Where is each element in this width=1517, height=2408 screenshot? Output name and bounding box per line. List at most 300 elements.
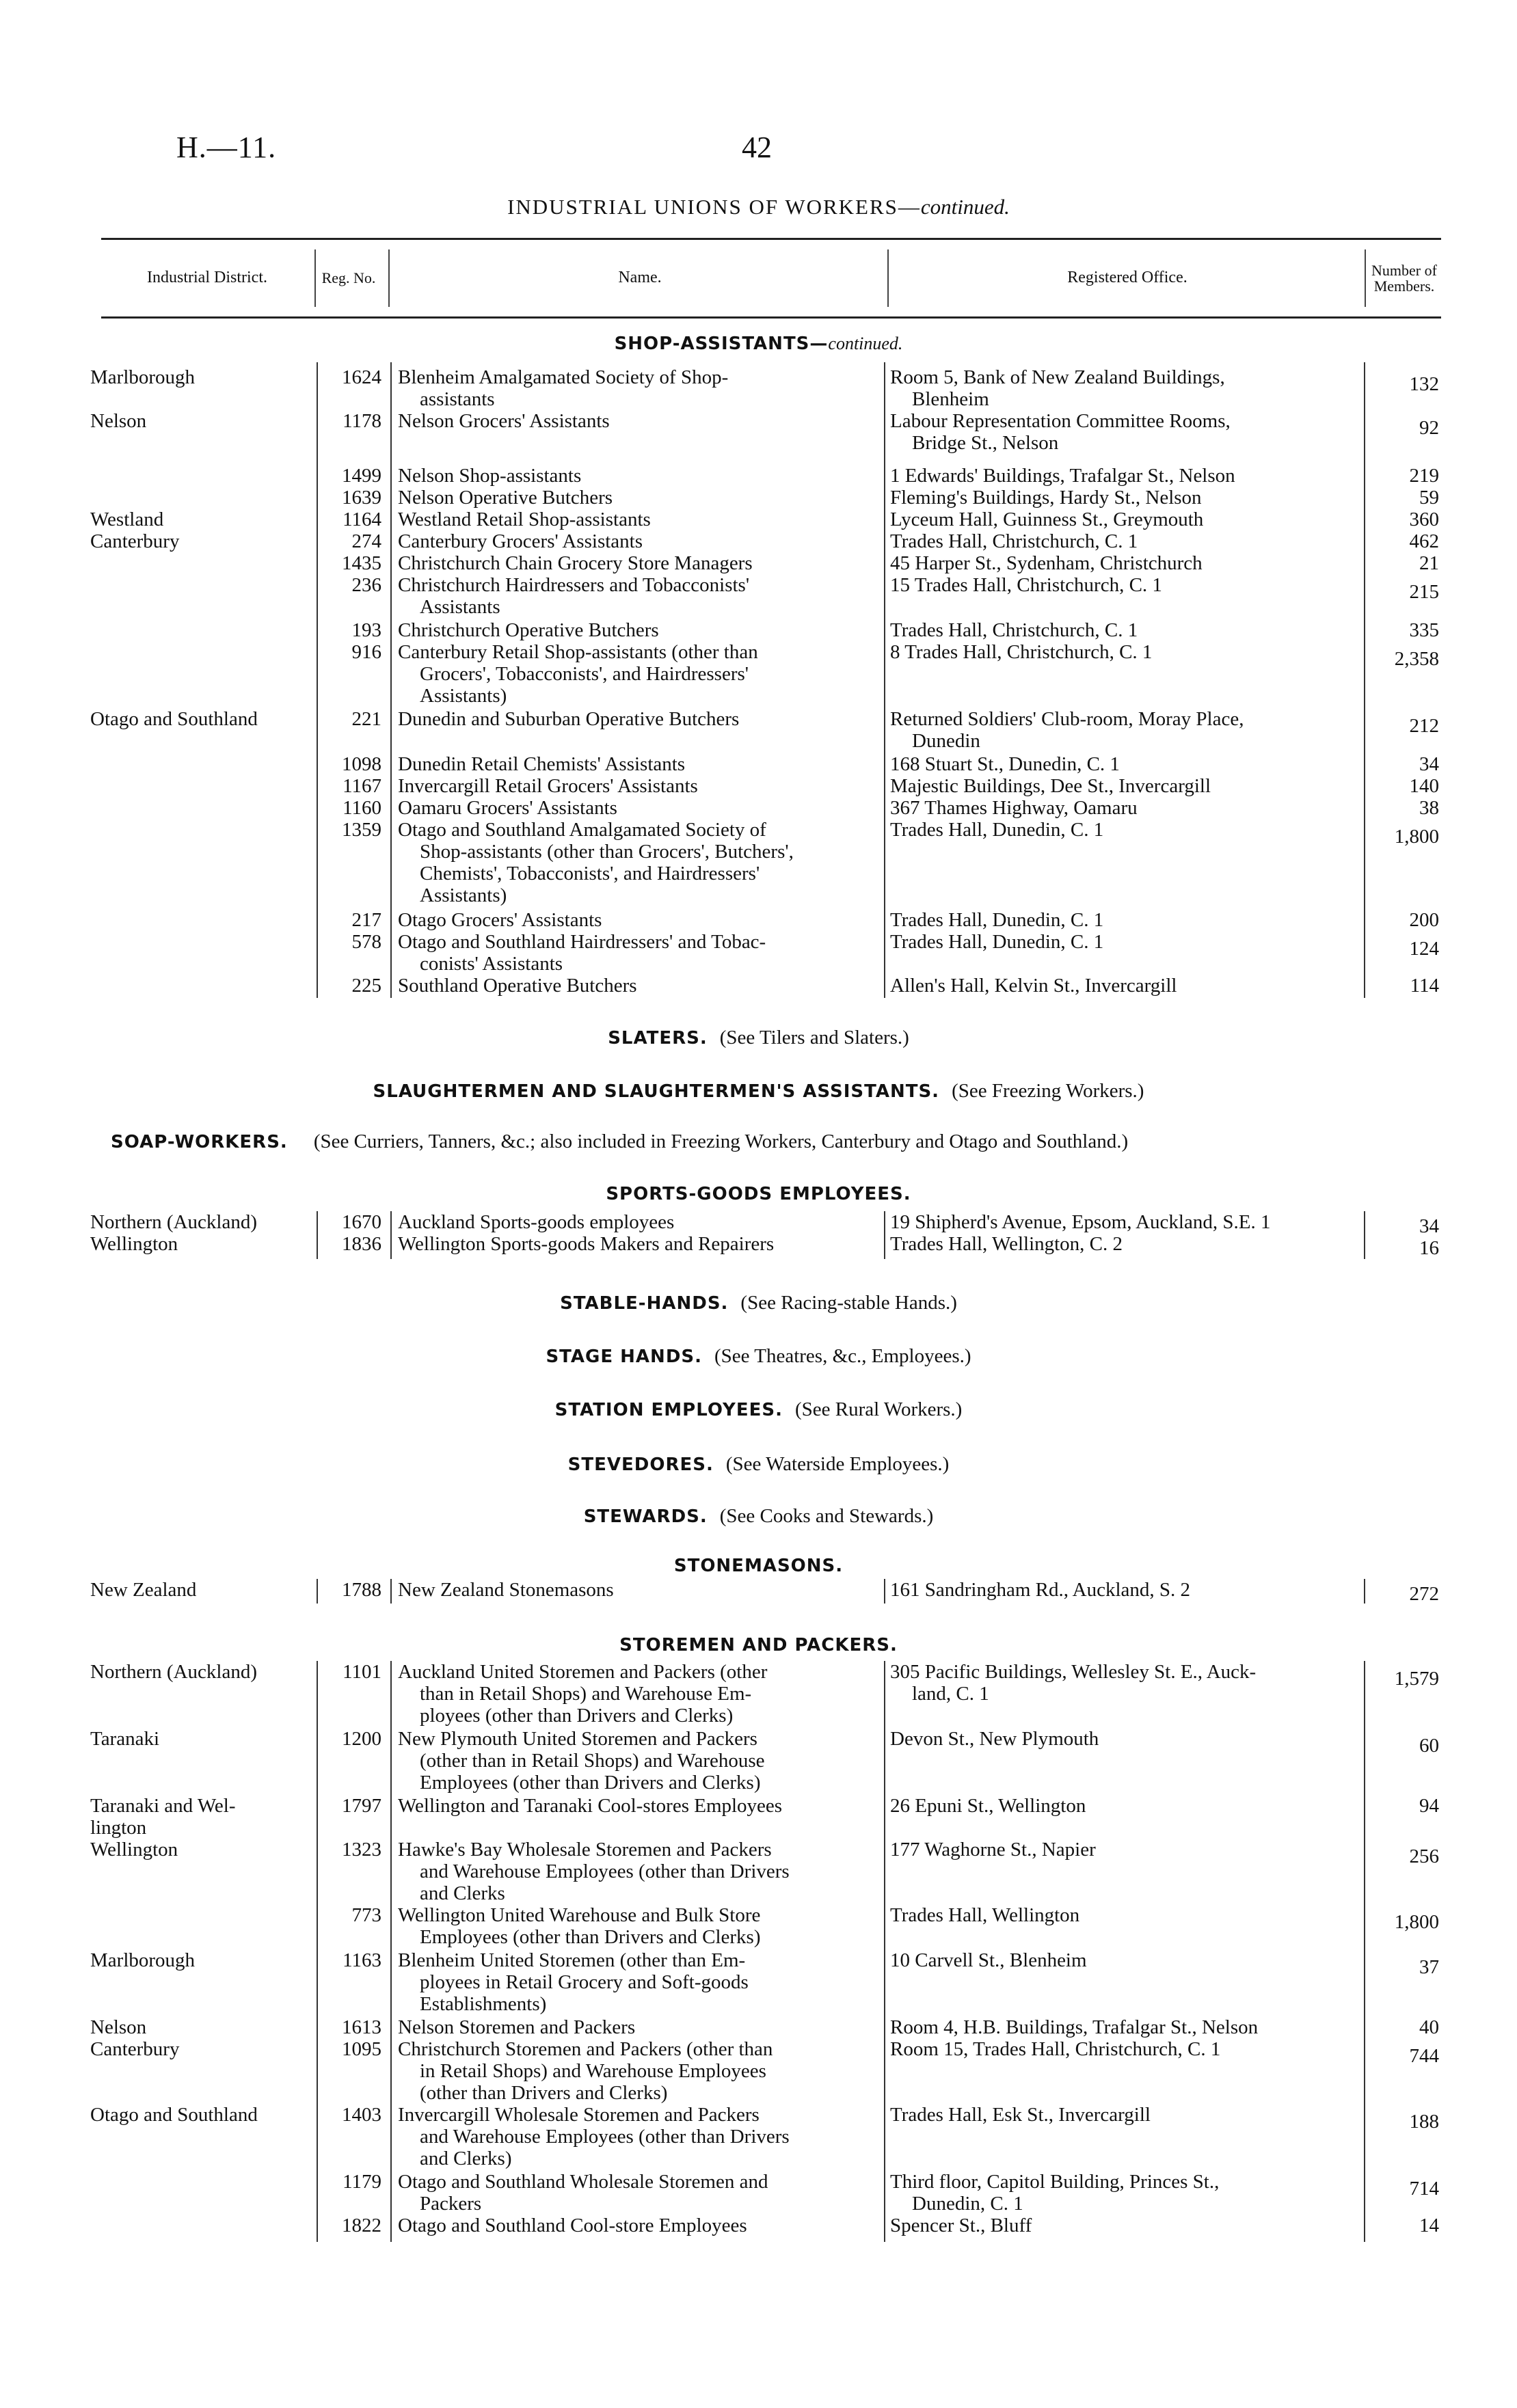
- member-count: 59: [1419, 487, 1439, 509]
- union-name: [398, 2215, 870, 2236]
- union-name-line: Auckland Sports-goods employees: [398, 1211, 675, 1233]
- column-rule: [884, 1579, 885, 1604]
- section-title: SLATERS.: [608, 1028, 708, 1049]
- union-name: [398, 2016, 870, 2038]
- union-name: [398, 641, 870, 707]
- union-name-line: Nelson Operative Butchers: [398, 487, 613, 509]
- reg-number: 225: [351, 975, 381, 997]
- col-separator: [1365, 249, 1366, 307]
- reg-number: 1160: [343, 797, 381, 819]
- union-name-line: Dunedin Retail Chemists' Assistants: [398, 753, 686, 775]
- member-count: 714: [1409, 2178, 1439, 2200]
- union-name-line: Establishments): [420, 1993, 547, 2015]
- member-count: 21: [1419, 552, 1439, 574]
- member-count: 212: [1409, 715, 1439, 737]
- district-cell: [90, 2038, 302, 2060]
- member-count: 114: [1410, 975, 1439, 997]
- member-count: 124: [1409, 938, 1439, 960]
- col-district: Industrial District.: [147, 269, 267, 287]
- section-stewards: [0, 1505, 1517, 1528]
- union-name: [398, 775, 870, 797]
- union-name-line: Nelson Shop-assistants: [398, 465, 582, 487]
- union-name: [398, 1839, 870, 1904]
- union-name: [398, 1795, 870, 1817]
- col-separator: [314, 249, 316, 307]
- section-note: (See Tilers and Slaters.): [719, 1027, 909, 1049]
- member-count: 140: [1409, 775, 1439, 797]
- union-name-line: Christchurch Chain Grocery Store Managers: [398, 552, 753, 574]
- registered-office: [890, 1904, 1362, 1926]
- column-rule: [317, 1661, 318, 2242]
- union-name: [398, 2038, 870, 2104]
- union-name-line: and Warehouse Employees (other than Drivers: [420, 2126, 790, 2148]
- union-name-line: Assistants): [420, 884, 507, 906]
- union-name-line: Employees (other than Drivers and Clerks): [420, 1926, 761, 1948]
- section-title: [0, 334, 1517, 354]
- district-cell: [90, 2104, 302, 2126]
- union-name-line: Christchurch Operative Butchers: [398, 619, 659, 641]
- member-count: 1,579: [1394, 1668, 1439, 1690]
- district-cell: [90, 1661, 302, 1683]
- column-rule: [317, 362, 318, 998]
- member-count: 462: [1409, 530, 1439, 552]
- union-name: [398, 753, 870, 775]
- district-text: Canterbury: [90, 2038, 180, 2060]
- reg-number: 1101: [343, 1661, 381, 1683]
- registered-office: [890, 1211, 1362, 1233]
- district-cell: [90, 1233, 302, 1255]
- district-text: lington: [90, 1817, 147, 1839]
- section-note: (See Racing-stable Hands.): [740, 1292, 957, 1314]
- registered-office: [890, 2171, 1362, 2215]
- office-line: Bridge St., Nelson: [912, 432, 1059, 454]
- office-line: Dunedin, C. 1: [912, 2193, 1023, 2215]
- reg-number: 1836: [342, 1233, 381, 1255]
- column-header: [101, 238, 1441, 319]
- member-count: 1,800: [1394, 1911, 1439, 1933]
- union-name: [398, 1949, 870, 2015]
- reg-number: 1499: [342, 465, 381, 487]
- district-text: Otago and Southland: [90, 2104, 258, 2126]
- member-count: 335: [1409, 619, 1439, 641]
- union-name: [398, 1579, 870, 1601]
- member-count: 16: [1419, 1237, 1439, 1259]
- office-line: Trades Hall, Christchurch, C. 1: [890, 530, 1138, 552]
- office-line: 168 Stuart St., Dunedin, C. 1: [890, 753, 1120, 775]
- district-text: Wellington: [90, 1839, 178, 1861]
- section-station-employees: [0, 1398, 1517, 1421]
- section-title: STATION EMPLOYEES.: [554, 1400, 783, 1420]
- member-count: 360: [1409, 509, 1439, 530]
- member-count: 37: [1419, 1956, 1439, 1978]
- union-name-line: Employees (other than Drivers and Clerks): [420, 1772, 761, 1794]
- column-rule: [1364, 1661, 1365, 2242]
- office-line: 26 Epuni St., Wellington: [890, 1795, 1086, 1817]
- section-note: (See Rural Workers.): [794, 1398, 963, 1420]
- section-stable-hands: [0, 1292, 1517, 1314]
- reg-number: 1167: [343, 775, 381, 797]
- union-name-line: Southland Operative Butchers: [398, 975, 637, 997]
- union-name-line: Christchurch Hairdressers and Tobacconists': [398, 574, 750, 596]
- union-name-line: Wellington Sports-goods Makers and Repairers: [398, 1233, 775, 1255]
- registered-office: [890, 931, 1362, 953]
- union-name: [398, 2171, 870, 2215]
- registered-office: [890, 641, 1362, 663]
- registered-office: [890, 1579, 1362, 1601]
- office-line: Trades Hall, Wellington, C. 2: [890, 1233, 1123, 1255]
- member-count: 1,800: [1394, 826, 1439, 848]
- union-name-line: Canterbury Retail Shop-assistants (other than: [398, 641, 758, 663]
- col-members: Number of Members.: [1371, 261, 1437, 295]
- union-name-line: Otago and Southland Amalgamated Society of: [398, 819, 766, 841]
- column-rule: [390, 1211, 392, 1259]
- member-count: 60: [1419, 1735, 1439, 1757]
- reg-number: 1098: [342, 753, 381, 775]
- union-name: [398, 487, 870, 509]
- union-name-line: New Zealand Stonemasons: [398, 1579, 614, 1601]
- section-stage-hands: [0, 1345, 1517, 1368]
- section-note: (See Freezing Workers.): [952, 1080, 1144, 1102]
- union-name-line: Otago and Southland Wholesale Storemen and: [398, 2171, 768, 2193]
- reg-number: 1179: [343, 2171, 381, 2193]
- district-text: Westland: [90, 509, 164, 530]
- member-count: 40: [1419, 2016, 1439, 2038]
- union-name: [398, 909, 870, 931]
- union-name: [398, 574, 870, 618]
- district-cell: [90, 1211, 302, 1233]
- member-count: 38: [1419, 797, 1439, 819]
- section-title: STONEMASONS.: [673, 1556, 844, 1576]
- union-name-line: Oamaru Grocers' Assistants: [398, 797, 617, 819]
- office-line: Room 15, Trades Hall, Christchurch, C. 1: [890, 2038, 1221, 2060]
- reg-number: 1178: [343, 410, 381, 432]
- district-text: Canterbury: [90, 530, 180, 552]
- registered-office: [890, 819, 1362, 841]
- district-text: Marlborough: [90, 366, 196, 388]
- reg-number: 1403: [342, 2104, 381, 2126]
- registered-office: [890, 2038, 1362, 2060]
- district-cell: [90, 530, 302, 552]
- registered-office: [890, 2016, 1362, 2038]
- reg-number: 916: [351, 641, 381, 663]
- union-name-line: ployees in Retail Grocery and Soft-goods: [420, 1971, 749, 1993]
- union-name: [398, 2104, 870, 2169]
- registered-office: [890, 366, 1362, 410]
- union-name-line: Nelson Storemen and Packers: [398, 2016, 636, 2038]
- union-name: [398, 552, 870, 574]
- registered-office: [890, 1728, 1362, 1750]
- registered-office: [890, 1661, 1362, 1705]
- union-name-line: Assistants): [420, 685, 507, 707]
- member-count: 2,358: [1394, 648, 1439, 670]
- district-cell: [90, 2016, 302, 2038]
- union-name: [398, 1904, 870, 1948]
- union-name-line: Canterbury Grocers' Assistants: [398, 530, 643, 552]
- reg-number: 1323: [342, 1839, 381, 1861]
- page-number: 42: [742, 131, 772, 164]
- registered-office: [890, 530, 1362, 552]
- office-line: Room 4, H.B. Buildings, Trafalgar St., Nelson: [890, 2016, 1259, 2038]
- column-rule: [1364, 362, 1365, 998]
- office-line: Fleming's Buildings, Hardy St., Nelson: [890, 487, 1202, 509]
- union-name: [398, 465, 870, 487]
- section-title: STOREMEN AND PACKERS.: [619, 1635, 898, 1655]
- district-text: Wellington: [90, 1233, 178, 1255]
- member-count: 132: [1409, 373, 1439, 395]
- office-line: Trades Hall, Wellington: [890, 1904, 1080, 1926]
- registered-office: [890, 1795, 1362, 1817]
- col-name: Name.: [618, 269, 662, 287]
- district-text: Otago and Southland: [90, 708, 258, 730]
- union-name-line: Packers: [420, 2193, 482, 2215]
- registered-office: [890, 574, 1362, 596]
- col-separator: [887, 249, 889, 307]
- union-name: [398, 509, 870, 530]
- union-name: [398, 1211, 870, 1233]
- office-line: Labour Representation Committee Rooms,: [890, 410, 1231, 432]
- reg-number: 1164: [343, 509, 381, 530]
- section-note: (See Curriers, Tanners, &c.; also included in Freezing Workers, Canterbury and Otago and Southland.): [313, 1131, 1129, 1152]
- district-cell: [90, 1949, 302, 1971]
- member-count: 200: [1409, 909, 1439, 931]
- union-name-line: ployees (other than Drivers and Clerks): [420, 1705, 734, 1727]
- section-title: STEVEDORES.: [567, 1455, 714, 1475]
- district-cell: [90, 1795, 302, 1839]
- office-line: Devon St., New Plymouth: [890, 1728, 1099, 1750]
- col-office: Registered Office.: [1067, 269, 1187, 287]
- registered-office: [890, 487, 1362, 509]
- registered-office: [890, 775, 1362, 797]
- section-shop-assistants: [0, 334, 1517, 354]
- district-cell: [90, 1579, 302, 1601]
- registered-office: [890, 753, 1362, 775]
- union-name: [398, 797, 870, 819]
- union-name-line: Blenheim Amalgamated Society of Shop-: [398, 366, 729, 388]
- member-count: 219: [1409, 465, 1439, 487]
- district-text: Taranaki: [90, 1728, 160, 1750]
- office-line: Trades Hall, Esk St., Invercargill: [890, 2104, 1151, 2126]
- office-line: Trades Hall, Dunedin, C. 1: [890, 931, 1104, 953]
- office-line: 45 Harper St., Sydenham, Christchurch: [890, 552, 1203, 574]
- union-name-line: conists' Assistants: [420, 953, 563, 975]
- office-line: Returned Soldiers' Club-room, Moray Place,: [890, 708, 1244, 730]
- member-count: 188: [1409, 2111, 1439, 2133]
- reg-number: 1670: [342, 1211, 381, 1233]
- union-name: [398, 975, 870, 997]
- document-reference: H.—11.: [176, 131, 277, 164]
- office-line: Trades Hall, Dunedin, C. 1: [890, 909, 1104, 931]
- district-text: Northern (Auckland): [90, 1211, 257, 1233]
- registered-office: [890, 1233, 1362, 1255]
- union-name-line: Wellington and Taranaki Cool-stores Employees: [398, 1795, 783, 1817]
- member-count: 34: [1419, 753, 1439, 775]
- district-cell: [90, 410, 302, 432]
- registered-office: [890, 708, 1362, 752]
- section-title: SPORTS-GOODS EMPLOYEES.: [606, 1184, 911, 1204]
- office-line: Trades Hall, Dunedin, C. 1: [890, 819, 1104, 841]
- reg-number: 1624: [342, 366, 381, 388]
- section-title: STAGE HANDS.: [546, 1347, 702, 1367]
- reg-number: 236: [351, 574, 381, 596]
- union-name-line: Chemists', Tobacconists', and Hairdressers': [420, 863, 760, 884]
- district-cell: [90, 1728, 302, 1750]
- reg-number: 274: [351, 530, 381, 552]
- union-name-line: in Retail Shops) and Warehouse Employees: [420, 2060, 766, 2082]
- column-rule: [884, 1211, 885, 1259]
- union-name-line: Invercargill Retail Grocers' Assistants: [398, 775, 698, 797]
- column-rule: [1364, 1211, 1365, 1259]
- union-name: [398, 366, 870, 410]
- reg-number: 217: [351, 909, 381, 931]
- page-title: [0, 195, 1517, 219]
- member-count: 215: [1409, 581, 1439, 603]
- section-storemen: [0, 1635, 1517, 1655]
- union-name-line: Otago and Southland Cool-store Employees: [398, 2215, 747, 2236]
- section-title: STABLE-HANDS.: [560, 1293, 729, 1314]
- district-cell: [90, 708, 302, 730]
- district-cell: [90, 1839, 302, 1861]
- union-name-line: Auckland United Storemen and Packers (other: [398, 1661, 768, 1683]
- union-name-line: Invercargill Wholesale Storemen and Packers: [398, 2104, 760, 2126]
- section-slaughtermen: [0, 1080, 1517, 1102]
- registered-office: [890, 410, 1362, 454]
- section-title: SOAP-WORKERS.: [111, 1132, 288, 1152]
- reg-number: 1822: [342, 2215, 381, 2236]
- member-count: 34: [1419, 1215, 1439, 1237]
- office-line: Room 5, Bank of New Zealand Buildings,: [890, 366, 1225, 388]
- office-line: land, C. 1: [912, 1683, 989, 1705]
- registered-office: [890, 2104, 1362, 2126]
- union-name-line: Westland Retail Shop-assistants: [398, 509, 651, 530]
- section-title-italic: continued.: [828, 334, 903, 353]
- union-name-line: Wellington United Warehouse and Bulk Store: [398, 1904, 761, 1926]
- office-line: 8 Trades Hall, Christchurch, C. 1: [890, 641, 1153, 663]
- union-name: [398, 1728, 870, 1794]
- section-soap-workers: [0, 1131, 1517, 1153]
- registered-office: [890, 2215, 1362, 2236]
- district-text: Nelson: [90, 410, 147, 432]
- union-name: [398, 1233, 870, 1255]
- reg-number: 1359: [342, 819, 381, 841]
- district-text: New Zealand: [90, 1579, 197, 1601]
- column-rule: [1364, 1579, 1365, 1604]
- registered-office: [890, 465, 1362, 487]
- office-line: Allen's Hall, Kelvin St., Invercargill: [890, 975, 1177, 997]
- reg-number: 1797: [342, 1795, 381, 1817]
- member-count: 744: [1409, 2045, 1439, 2067]
- column-rule: [390, 1661, 392, 2242]
- member-count: 94: [1419, 1795, 1439, 1817]
- union-name: [398, 1661, 870, 1727]
- reg-number: 1095: [342, 2038, 381, 2060]
- union-name-line: Hawke's Bay Wholesale Storemen and Packers: [398, 1839, 772, 1861]
- section-slaters: [0, 1027, 1517, 1049]
- col-separator: [388, 249, 390, 307]
- section-note: (See Theatres, &c., Employees.): [714, 1345, 971, 1367]
- reg-number: 773: [351, 1904, 381, 1926]
- office-line: 10 Carvell St., Blenheim: [890, 1949, 1087, 1971]
- office-line: 19 Shipherd's Avenue, Epsom, Auckland, S.E. 1: [890, 1211, 1271, 1233]
- member-count: 92: [1419, 417, 1439, 439]
- union-name-line: assistants: [420, 388, 495, 410]
- office-line: 305 Pacific Buildings, Wellesley St. E., Auck-: [890, 1661, 1257, 1683]
- office-line: 367 Thames Highway, Oamaru: [890, 797, 1138, 819]
- union-name: [398, 530, 870, 552]
- column-rule: [317, 1579, 318, 1604]
- section-stevedores: [0, 1453, 1517, 1476]
- column-rule: [884, 1661, 885, 2242]
- member-count: 14: [1419, 2215, 1439, 2236]
- office-line: 161 Sandringham Rd., Auckland, S. 2: [890, 1579, 1191, 1601]
- section-title-text: SHOP-ASSISTANTS—: [614, 334, 829, 354]
- column-rule: [390, 362, 392, 998]
- section-title: SLAUGHTERMEN AND SLAUGHTERMEN'S ASSISTANTS.: [373, 1081, 940, 1102]
- district-text: Taranaki and Wel-: [90, 1795, 236, 1817]
- district-cell: [90, 509, 302, 530]
- district-text: Northern (Auckland): [90, 1661, 257, 1683]
- union-name: [398, 410, 870, 432]
- section-sports-goods: [0, 1184, 1517, 1204]
- title-italic: continued.: [920, 195, 1010, 219]
- section-title: STEWARDS.: [583, 1506, 708, 1527]
- registered-office: [890, 1839, 1362, 1861]
- union-name-line: New Plymouth United Storemen and Packers: [398, 1728, 757, 1750]
- union-name: [398, 819, 870, 906]
- union-name-line: Grocers', Tobacconists', and Hairdressers': [420, 663, 749, 685]
- union-name-line: than in Retail Shops) and Warehouse Em-: [420, 1683, 752, 1705]
- column-rule: [390, 1579, 392, 1604]
- registered-office: [890, 552, 1362, 574]
- title-main: INDUSTRIAL UNIONS OF WORKERS—: [507, 195, 921, 219]
- reg-number: 1163: [343, 1949, 381, 1971]
- registered-office: [890, 909, 1362, 931]
- office-line: Blenheim: [912, 388, 989, 410]
- union-name-line: Assistants: [420, 596, 500, 618]
- reg-number: 221: [351, 708, 381, 730]
- column-rule: [317, 1211, 318, 1259]
- union-name-line: Nelson Grocers' Assistants: [398, 410, 610, 432]
- district-text: Nelson: [90, 2016, 147, 2038]
- office-line: 1 Edwards' Buildings, Trafalgar St., Nelson: [890, 465, 1235, 487]
- office-line: Majestic Buildings, Dee St., Invercargill: [890, 775, 1211, 797]
- union-name-line: Shop-assistants (other than Grocers', Butchers',: [420, 841, 794, 863]
- union-name-line: (other than Drivers and Clerks): [420, 2082, 668, 2104]
- office-line: 177 Waghorne St., Napier: [890, 1839, 1096, 1861]
- office-line: Third floor, Capitol Building, Princes St.,: [890, 2171, 1220, 2193]
- union-name-line: and Clerks: [420, 1882, 505, 1904]
- office-line: Spencer St., Bluff: [890, 2215, 1032, 2236]
- registered-office: [890, 619, 1362, 641]
- reg-number: 1613: [342, 2016, 381, 2038]
- union-name: [398, 708, 870, 730]
- union-name-line: Blenheim United Storemen (other than Em-: [398, 1949, 746, 1971]
- section-note: (See Waterside Employees.): [725, 1453, 950, 1475]
- office-line: Dunedin: [912, 730, 980, 752]
- office-line: Lyceum Hall, Guinness St., Greymouth: [890, 509, 1204, 530]
- section-note: (See Cooks and Stewards.): [719, 1505, 934, 1527]
- reg-number: 1435: [342, 552, 381, 574]
- district-cell: [90, 366, 302, 388]
- reg-number: 578: [351, 931, 381, 953]
- reg-number: 193: [351, 619, 381, 641]
- union-name-line: Otago Grocers' Assistants: [398, 909, 602, 931]
- union-name-line: and Warehouse Employees (other than Drivers: [420, 1861, 790, 1882]
- office-line: 15 Trades Hall, Christchurch, C. 1: [890, 574, 1162, 596]
- union-name-line: (other than in Retail Shops) and Warehouse: [420, 1750, 765, 1772]
- member-count: 272: [1409, 1583, 1439, 1605]
- reg-number: 1639: [342, 487, 381, 509]
- union-name-line: Dunedin and Suburban Operative Butchers: [398, 708, 740, 730]
